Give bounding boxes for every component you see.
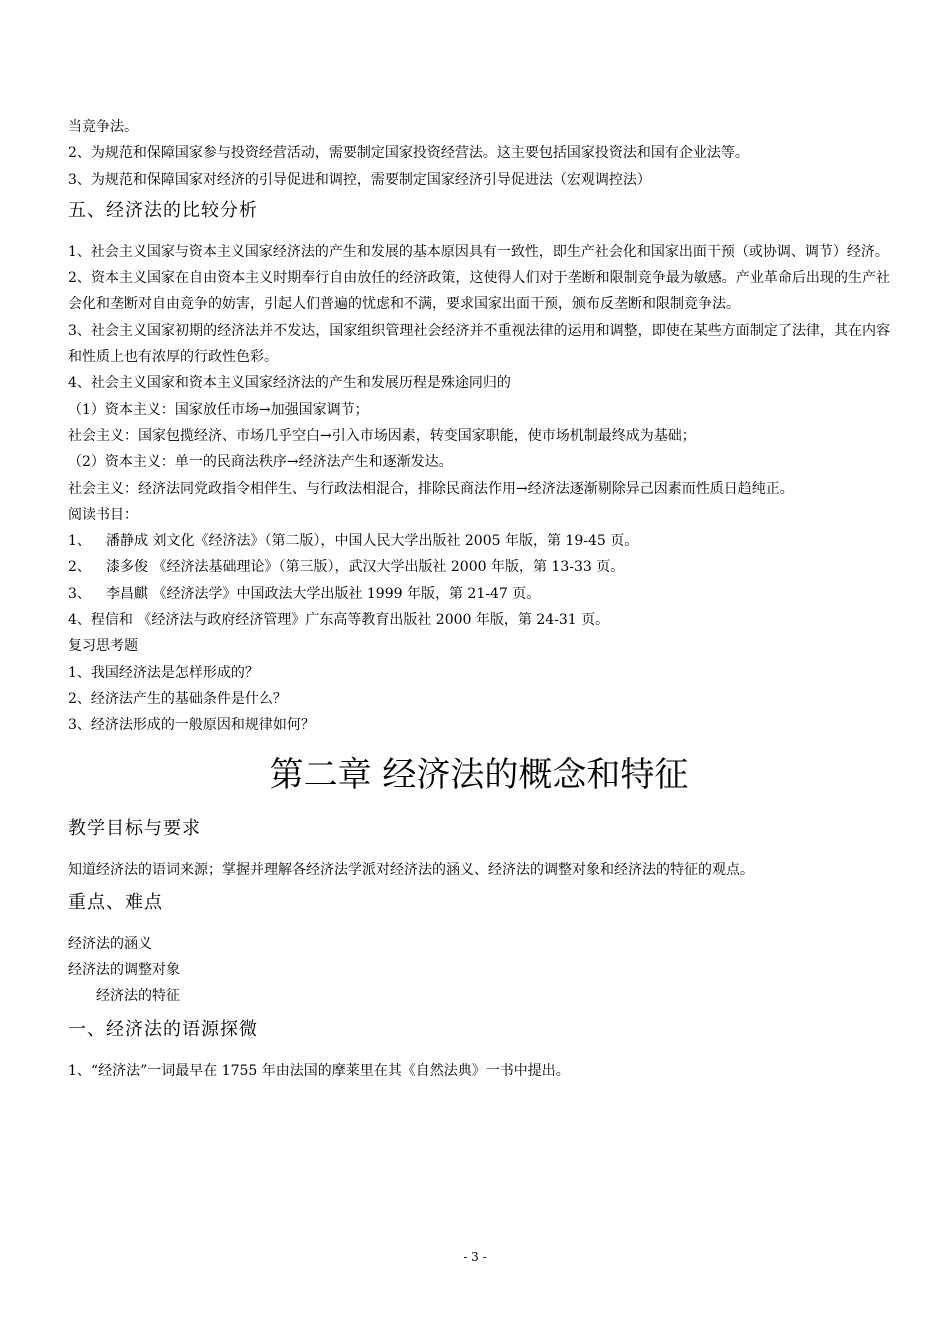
intro-line-1: 当竞争法。	[68, 119, 138, 135]
section-5-paragraph-1: 1、社会主义国家与资本主义国家经济法的产生和发展的基本原因具有一致性，即生产社会化和国家出面干预（或协调、调节）经济。	[68, 243, 889, 260]
review-question-2: 2、经济法产生的基础条件是什么？	[68, 690, 287, 707]
section-5-paragraph-3: 3、社会主义国家初期的经济法并不发达，国家组织管理社会经济并不重视法律的运用和调整，即使在某些方面制定了法律，其在内容和性质上也有浓厚的行政性色彩。	[68, 322, 890, 366]
key-point-3: 经济法的特征	[96, 988, 180, 1005]
intro-line-2: 2、为规范和保障国家参与投资经营活动，需要制定国家投资经营法。这主要包括国家投资法和国有企业法等。	[68, 145, 749, 162]
intro-line-3: 3、为规范和保障国家对经济的引导促进和调控，需要制定国家经济引导促进法（宏观调控法）	[68, 171, 651, 188]
review-question-3: 3、经济法形成的一般原因和规律如何？	[68, 717, 315, 734]
document-page	[68, 114, 890, 1084]
section-5-paragraph-2: 2、资本主义国家在自由资本主义时期奉行自由放任的经济政策，这使得人们对于垄断和限制竞争最为敏感。产业革命后出现的生产社会化和垄断对自由竞争的妨害，引起人们普遍的忧虑和不满，要求国家出面干预，颁布反垄断和限制竞争法。	[68, 270, 890, 313]
page-number: - 3 -	[463, 1250, 487, 1264]
section-5-paragraph-6: 社会主义：国家包揽经济、市场几乎空白→引入市场因素，转变国家职能，使市场机制最终成为基础；	[68, 427, 696, 444]
section-5-heading: 五、经济法的比较分析	[68, 199, 258, 221]
section-5-paragraph-8: 社会主义：经济法同党政指令相伴生、与行政法相混合，排除民商法作用→经济法逐渐剔除异己因素而性质日趋纯正。	[68, 480, 794, 497]
section-1-heading: 一、经济法的语源探微	[68, 1018, 258, 1040]
key-points-heading: 重点、难点	[68, 891, 163, 913]
chapter-2-title: 第二章 经济法的概念和特征	[269, 754, 689, 795]
teaching-goals-heading: 教学目标与要求	[68, 817, 201, 839]
key-point-1: 经济法的涵义	[68, 935, 152, 952]
reading-item: 3、 李昌麒 《经济法学》中国政法大学出版社 1999 年版，第 21-47 页。	[68, 585, 541, 602]
review-question-1: 1、我国经济法是怎样形成的？	[68, 664, 259, 681]
section-1-paragraph-1: 1、“经济法”一词最早在 1755 年由法国的摩莱里在其《自然法典》一书中提出。	[68, 1062, 570, 1079]
reading-item: 1、 潘静成 刘文化《经济法》（第二版），中国人民大学出版社 2005 年版，第 19-45 页。	[68, 533, 639, 550]
teaching-goals-text: 知道经济法的语词来源；掌握并理解各经济法学派对经济法的涵义、经济法的调整对象和经济法的特征的观点。	[68, 861, 754, 878]
section-5-paragraph-7: （2）资本主义：单一的民商法秩序→经济法产生和逐渐发达。	[68, 454, 453, 471]
reading-item: 2、 漆多俊 《经济法基础理论》（第三版），武汉大学出版社 2000 年版，第 13-33 页。	[68, 559, 625, 576]
review-questions-label: 复习思考题	[68, 638, 138, 655]
key-point-2: 经济法的调整对象	[68, 962, 180, 979]
section-5-paragraph-4: 4、社会主义国家和资本主义国家经济法的产生和发展历程是殊途同归的	[68, 375, 511, 392]
section-5-paragraph-5: （1）资本主义：国家放任市场→加强国家调节；	[68, 401, 369, 418]
reading-item-4: 4、程信和 《经济法与政府经济管理》广东高等教育出版社 2000 年版，第 24-31 页。	[68, 612, 610, 629]
reading-list-label: 阅读书目：	[68, 506, 138, 523]
